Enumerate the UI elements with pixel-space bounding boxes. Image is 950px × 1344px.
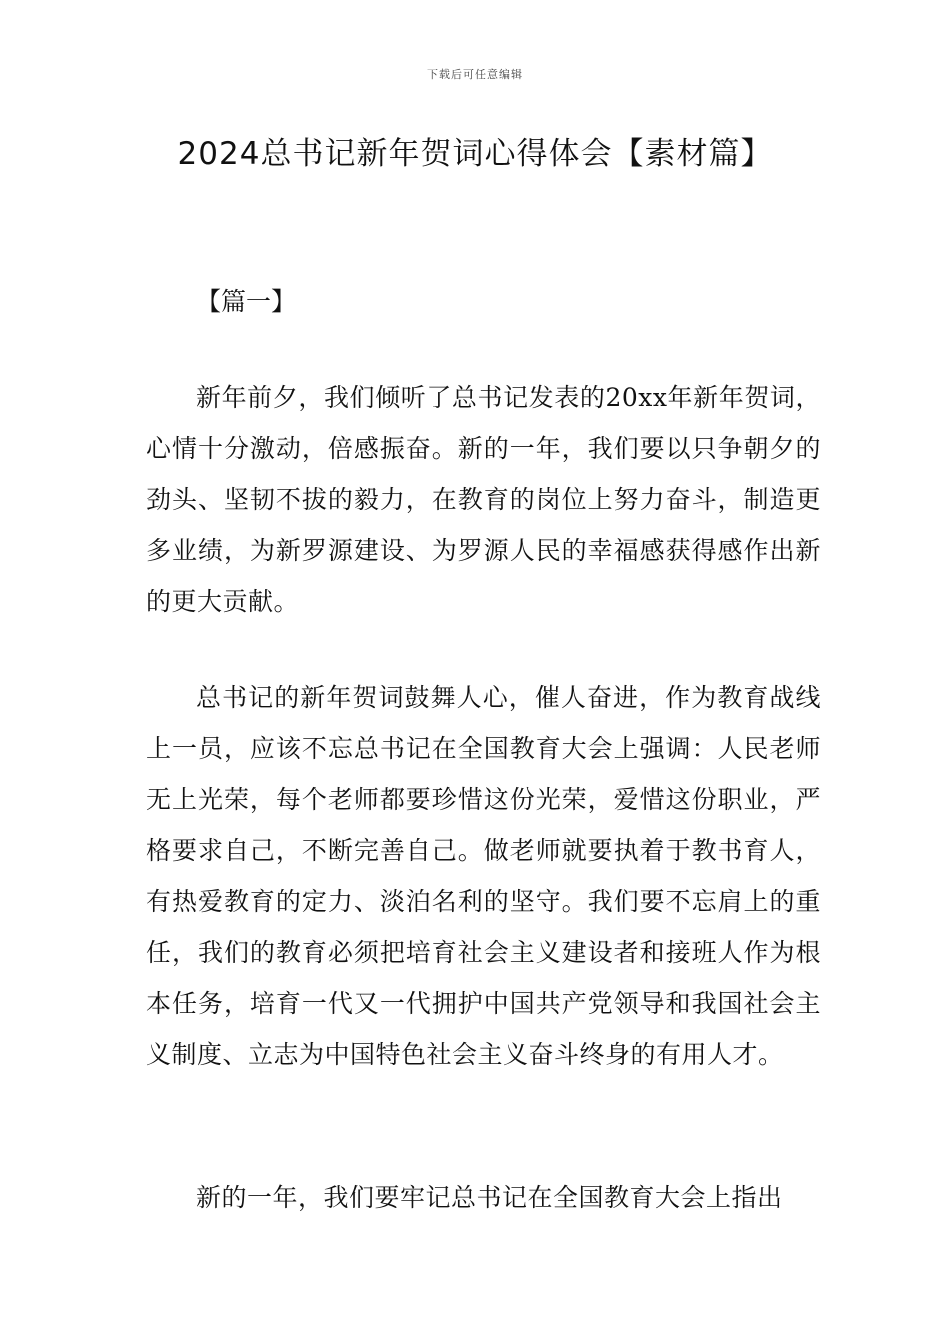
section-label: 【篇一】 [196, 287, 297, 316]
paragraph-2: 总书记的新年贺词鼓舞人心，催人奋进，作为教育战线上一员，应该不忘总书记在全国教育大会上强调：人民老师无上光荣，每个老师都要珍惜这份光荣，爱惜这份职业，严格要求自己，不断完善自己。做老师就要执着于教书育人，有热爱教育的定力、淡泊名利的坚守。我们要不忘肩上的重任，我们的教育必须把培育社会主义建设者和接班人作为根本任务，培育一代又一代拥护中国共产党领导和我国社会主义制度、立志为中国特色社会主义奋斗终身的有用人才。 [146, 683, 821, 1069]
paragraph-3: 新的一年，我们要牢记总书记在全国教育大会上指出 [196, 1183, 783, 1212]
document-title: 2024总书记新年贺词心得体会【素材篇】 [177, 136, 773, 172]
header-note: 下载后可任意编辑 [427, 68, 523, 81]
paragraph-1: 新年前夕，我们倾听了总书记发表的20xx年新年贺词，心情十分激动，倍感振奋。新的一年，我们要以只争朝夕的劲头、坚韧不拔的毅力，在教育的岗位上努力奋斗，制造更多业绩，为新罗源建设、为罗源人民的幸福感获得感作出新的更大贡献。 [146, 383, 821, 616]
